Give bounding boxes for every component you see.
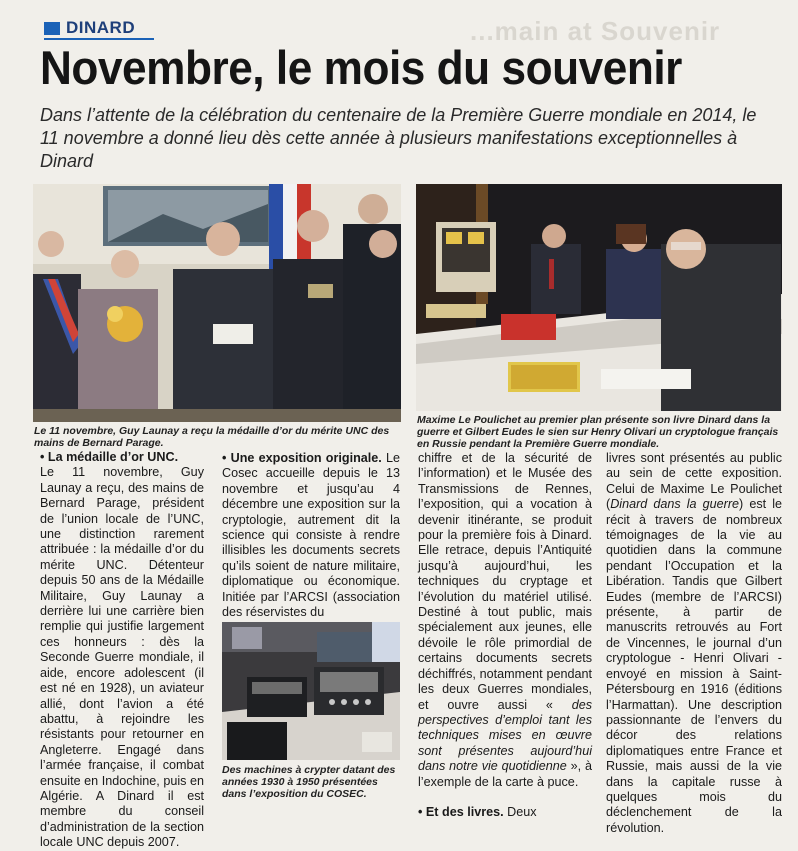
col3-lead: • Et des livres. [418,804,504,819]
column-3 [418,451,592,820]
photo-cipher-machines-image [222,622,400,760]
rubric-label: DINARD [66,18,136,37]
col1-lead: • La médaille d’or UNC. [40,450,179,464]
photo-medal-ceremony [33,184,401,422]
photo-books-caption-title: Dinard dans la guerre [417,414,771,438]
col3-text2: Deux [503,804,537,819]
col4-book: Dinard dans la guerre [610,497,740,512]
photo-book-signing-image [416,184,782,411]
col4-part2: ) est le récit à travers de nombreux témoignages de la vie au quotidien dans la commune pendant l’Occupation et la Libération. Tandis que Gilbert Eudes (membre de l’ARCSI) présente, à partir de manuscrits retrouvés au Fort de Vincennes, le journal d’un cryptologue - Henri Olivari - envoyé en mission à Saint-Pétersbourg en 1916 (éditions l’Harmattan). Une description passionnante de l’envers du décor des relations diplomatiques entre France et Russie, mais aussi de la vie dans la capitale russe à quelques mois du déclenchement de la révolution. [606,497,782,835]
column-1 [40,450,204,851]
column-2 [222,451,400,620]
col3-quote: des perspectives d’emploi tant les techniques mises en œuvre sont présentes aujourd’hui dans notre vie quotidienne [418,697,592,774]
col4-part1: livres sont présentés au public au sein de cette exposition. Celui de Maxime Le Poulichet ( [606,451,782,512]
photo-medal-caption: Le 11 novembre, Guy Launay a reçu la médaille d’or du mérite UNC des mains de Bernard Parage. [34,425,390,449]
photo-books-caption [417,414,783,450]
bleed-through-text: ...main at Souvenir [470,16,721,46]
article-title: Novembre, le mois du souvenir [40,41,682,94]
col3-part2: », à l’exemple de la carte à puce. [418,759,592,789]
photo-medal-ceremony-image [33,184,401,422]
photo-books-caption-part2: et Gilbert Eudes le sien sur Henry Olivari un cryptologue français en Russie pendant la Première Guerre mondiale. [417,426,779,450]
photo-machines-caption: Des machines à crypter datant des années 1930 à 1950 présentées dans l’exposition du COSEC. [222,764,396,800]
col2-text: Le Cosec accueille depuis le 13 novembre et jusqu’au 4 décembre une exposition sur la cryptologie, autrement dit la science qui consiste à rendre illisibles les documents secrets qu’ils soient de nature militaire, diplomatique ou économique. Initiée par l’ARCSI (association des réservistes du [222,451,400,620]
col1-text: Le 11 novembre, Guy Launay a reçu, des mains de Bernard Parage, président de l’union locale de l’UNC, une distinction rarement attribuée : la médaille d’or du mérite UNC. Détenteur depuis 50 ans de la Médaille Militaire, Guy Launay a derrière lui une carrière bien remplie qui justifie largement ces honneurs : dès la Seconde Guerre mondiale, il aide, encore adolescent (il est né en 1928), un aviateur allié, dont l’avion a été abattu, à rejoindre les résistants pour retourner en Angleterre. Engagé dans l’armée française, il combat ensuite en Indochine, puis en Algérie. A Dinard il est membre du conseil d’administration de la section locale UNC depuis 2007. [40,465,204,850]
article-standfirst: Dans l’attente de la célébration du centenaire de la Première Guerre mondiale en 2014, le 11 novembre a donné lieu dès cette année à plusieurs manifestations exceptionnelles à Dinard [40,105,757,171]
photo-cipher-machines [222,622,400,760]
rubric-square-icon [44,22,60,35]
column-4 [606,451,782,836]
photo-books-caption-part1: Maxime Le Poulichet au premier plan présente son livre [417,414,698,426]
col3-part1: chiffre et de la sécurité de l’information) et le Musée des Transmissions de Rennes, l’exposition, qui a vocation à devenir itinérante, se produit pour la première fois à Dinard. Elle retrace, depuis l’Antiquité jusqu’à aujourd’hui, les techniques du cryptage et l’évolution du matériel utilisé. Destiné à tout public, mais spécialement aux jeunes, elle dévoile le rôle primordial de certains documents secrets déchiffrés, notamment pendant les deux Guerres mondiales, et ouvre aussi « [418,451,592,712]
section-rubric [44,18,135,38]
photo-book-signing [416,184,782,411]
col2-lead: • Une exposition originale. [222,451,382,465]
